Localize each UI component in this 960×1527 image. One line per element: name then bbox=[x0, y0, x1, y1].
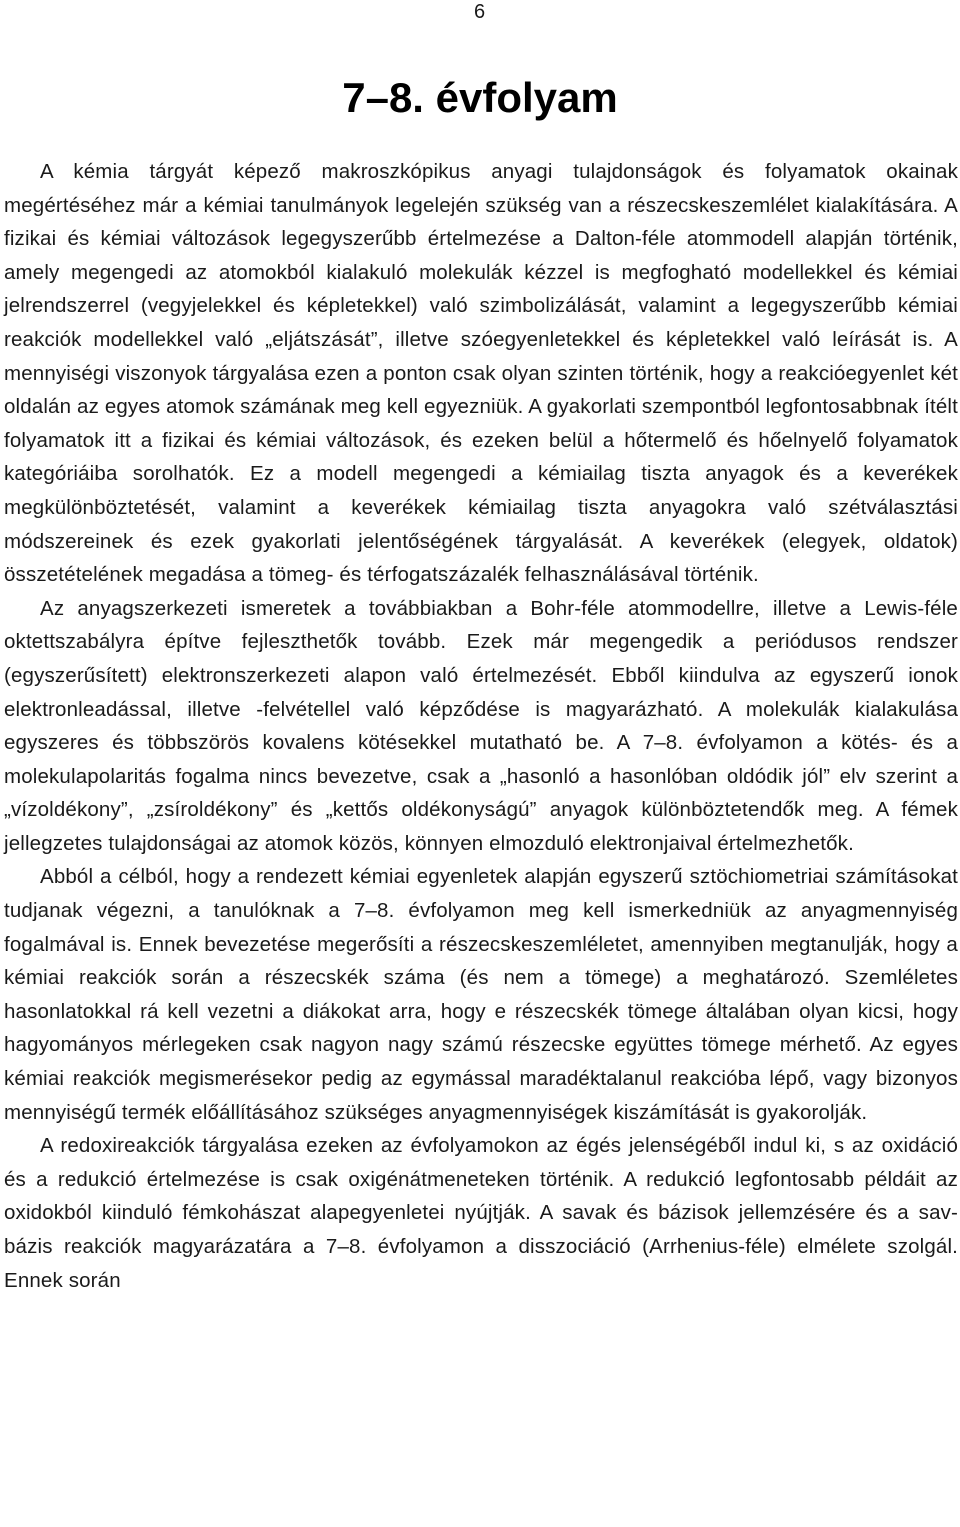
paragraph-intro: A kémia tárgyát képező makroszkópikus anyagi tulajdonságok és folyamatok okainak megértéséhez már a kémiai tanulmányok legelején szükség van a részecskeszemlélet kialakítására. A fizikai és kémiai változások legegyszerűbb értelmezése a Dalton-féle atommodell alapján történik, amely megengedi az atomokból kialakuló molekulák kézzel is megfogható modellekkel és kémiai jelrendszerrel (vegyjelekkel és képletekkel) való szimbolizálását, valamint a legegyszerűbb kémiai reakciók modellekkel való „eljátszását”, illetve szóegyenletekkel és képletekkel való leírását is. A mennyiségi viszonyok tárgyalása ezen a ponton csak olyan szinten történik, hogy a reakcióegyenlet két oldalán az egyes atomok számának meg kell egyezniük. A gyakorlati szempontból legfontosabbnak ítélt folyamatok itt a fizikai és kémiai változások, és ezeken belül a hőtermelő és hőelnyelő folyamatok kategóriáiba sorolhatók. Ez a modell megengedi a kémiailag tiszta anyagok és a keverékek megkülönböztetését, valamint a keverékek kémiailag tiszta anyagokra való szétválasztási módszereinek és ezek gyakorlati jelentőségének tárgyalását. A keverékek (elegyek, oldatok) összetételének megadása a tömeg- és térfogatszázalék felhasználásával történik. bbox=[4, 160, 958, 587]
document-body bbox=[4, 155, 958, 1297]
paragraph-stoichiometry: Abból a célból, hogy a rendezett kémiai egyenletek alapján egyszerű sztöchiometriai számításokat tudjanak végezni, a tanulóknak a 7–8. évfolyamon meg kell ismerkedniük az anyagmennyiség fogalmával is. Ennek bevezetése megerősíti a részecskeszemléletet, amennyiben megtanulják, hogy a kémiai reakciók során a részecskék száma (és nem a tömege) a meghatározó. Szemléletes hasonlatokkal rá kell vezetni a diákokat arra, hogy e részecskék tömege általában olyan kicsi, hogy hagyományos mérlegeken csak nagyon nagy számú részecske együttes tömege mérhető. Az egyes kémiai reakciók megismerésekor pedig az egymással maradéktalanul reakcióba lépő, vagy bizonyos mennyiségű termék előállításához szükséges anyagmennyiségek kiszámítását is gyakorolják. bbox=[4, 865, 958, 1124]
paragraph-redox: A redoxireakciók tárgyalása ezeken az évfolyamokon az égés jelenségéből indul ki, s az oxidáció és a redukció értelmezése is csak oxigénátmeneteken történik. A redukció legfontosabb példáit az oxidokból kiinduló fémkohászat alapegyenletei nyújtják. A savak és bázisok jellemzésére és a sav-bázis reakciók magyarázatára a 7–8. évfolyamon a disszociáció (Arrhenius-féle) elmélete szolgál. Ennek során bbox=[4, 1134, 958, 1292]
page-title: 7–8. évfolyam bbox=[342, 74, 618, 121]
page-number: 6 bbox=[474, 1, 486, 23]
paragraph-atomic-structure: Az anyagszerkezeti ismeretek a továbbiakban a Bohr-féle atommodellre, illetve a Lewis-féle oktettszabályra építve fejleszthetők tovább. Ezek már megengedik a periódusos rendszer (egyszerűsített) elektronszerkezeti alapon való értelmezését. Ebből kiindulva az egyszerű ionok elektronleadással, illetve -felvétellel való képződése is magyarázható. A molekulák kialakulása egyszeres és többszörös kovalens kötésekkel mutatható be. A 7–8. évfolyamon a kötés- és a molekulapolaritás fogalma nincs bevezetve, csak a „hasonló a hasonlóban oldódik jól” elv szerint a „vízoldékony”, „zsíroldékony” és „kettős oldékonyságú” anyagok különböztetendők meg. A fémek jellegzetes tulajdonságai az atomok közös, könnyen elmozduló elektronjaival értelmezhetők. bbox=[4, 596, 958, 855]
